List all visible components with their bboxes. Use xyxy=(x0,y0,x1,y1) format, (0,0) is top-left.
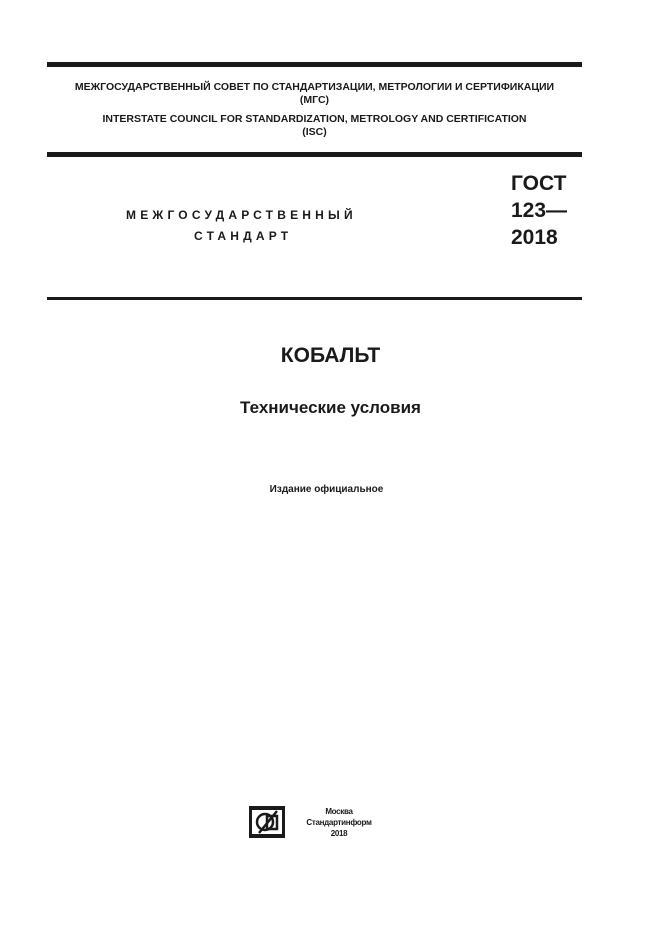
edition-note: Издание официальное xyxy=(269,484,384,495)
title-block-rule xyxy=(47,297,582,300)
header-bottom-rule xyxy=(47,152,582,157)
top-rule xyxy=(47,62,582,67)
document-subtitle: Технические условия xyxy=(240,398,421,417)
council-name-ru: МЕЖГОСУДАРСТВЕННЫЙ СОВЕТ ПО СТАНДАРТИЗАЦИИ, МЕТРОЛОГИИ И СЕРТИФИКАЦИИ xyxy=(74,81,555,93)
council-abbr-ru: (МГС) xyxy=(299,94,330,106)
publisher-name: Стандартинформ xyxy=(306,818,372,827)
gost-label: ГОСТ xyxy=(511,172,567,195)
standard-type-line1: МЕЖГОСУДАРСТВЕННЫЙ xyxy=(126,208,357,222)
standard-type-line2: СТАНДАРТ xyxy=(194,229,293,243)
council-name-en: INTERSTATE COUNCIL FOR STANDARDIZATION, METROLOGY AND CERTIFICATION xyxy=(102,113,527,125)
publisher-block xyxy=(296,806,382,839)
gost-designation xyxy=(511,170,567,251)
publisher-city: Москва xyxy=(325,807,353,816)
publisher-year: 2018 xyxy=(330,829,348,838)
standartinform-logo-icon xyxy=(249,806,285,838)
council-abbr-en: (ISC) xyxy=(302,126,327,138)
gost-year: 2018 xyxy=(511,226,558,249)
gost-number: 123— xyxy=(511,199,568,222)
document-title: КОБАЛЬТ xyxy=(280,344,381,367)
